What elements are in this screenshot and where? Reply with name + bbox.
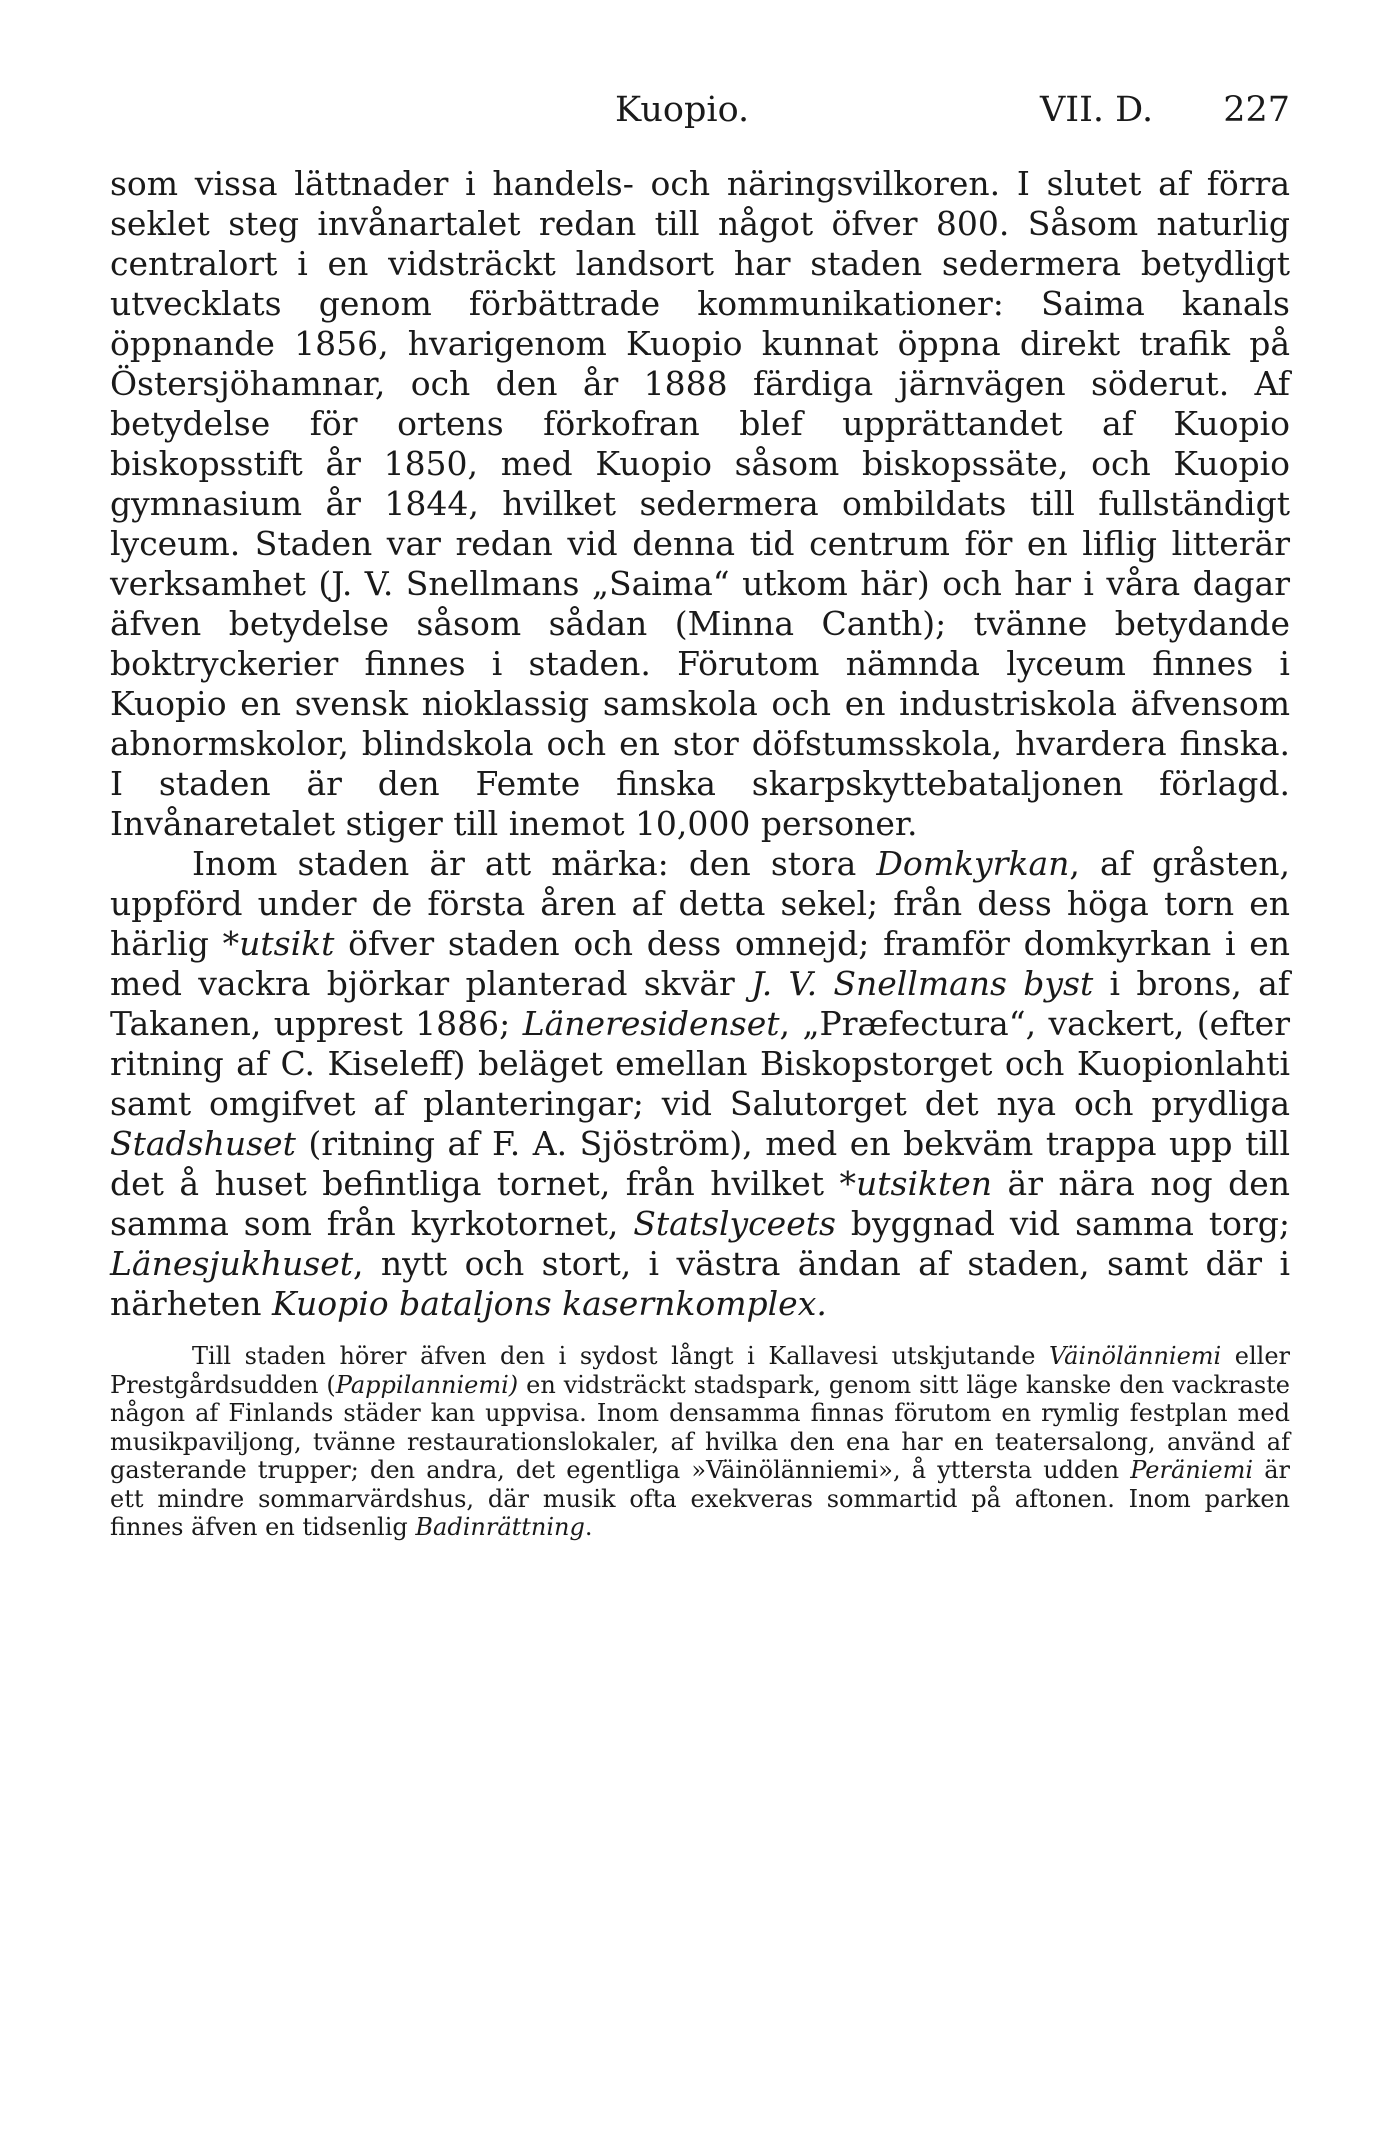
italic-term: Stadshuset	[110, 1124, 296, 1163]
text-run: (ritning af F. A. Sjöström), med en bekväm trappa upp till det å huset befintliga tornet, från hvilket	[110, 1124, 1290, 1203]
italic-term: J. V. Snellmans byst	[751, 964, 1094, 1003]
small-print-note	[110, 1342, 1290, 1542]
paragraph-sights	[110, 844, 1290, 1324]
text-run: i brons, af Takanen, upprest 1886;	[110, 964, 1290, 1043]
header-place: Kuopio.	[615, 90, 750, 130]
text-run: är nära nog den samma som från kyrkotornet,	[110, 1164, 1290, 1243]
text-run: .	[584, 1513, 593, 1541]
running-header	[110, 90, 1290, 150]
text-run: eller Prestgårdsudden (	[110, 1342, 1291, 1399]
italic-term: Pappilanniemi)	[335, 1370, 519, 1399]
italic-term: Länesjukhuset	[110, 1244, 354, 1283]
italic-term: Domkyrkan	[876, 844, 1070, 883]
text-run: är ett mindre sommarvärdshus, där musik ofta exekveras sommartid på aftonen. Inom parken finnes äfven en tidsenlig	[110, 1456, 1290, 1541]
book-page	[110, 90, 1290, 1542]
text-run: , nytt och stort, i västra ändan af staden, samt där i närheten	[110, 1244, 1290, 1323]
text-run: öfver staden och dess omnejd; framför domkyrkan i en med vackra björkar planterad skvär	[110, 924, 1290, 1003]
paragraph-history: som vissa lättnader i handels- och näringsvilkoren. I slutet af förra seklet steg invånartalet redan till något öfver 800. Såsom naturlig centralort i en vidsträckt landsort har staden sedermera betydligt utvecklats genom förbättrade kommunikationer: Saima kanals öppnande 1856, hvarigenom Kuopio kunnat öppna direkt trafik på Östersjöhamnar, och den år 1888 färdiga järnvägen söderut. Af betydelse för ortens förkofran blef upprättandet af Kuopio biskopsstift år 1850, med Kuopio såsom biskopssäte, och Kuopio gymnasium år 1844, hvilket sedermera ombildats till fullständigt lyceum. Staden var redan vid denna tid centrum för en liflig litterär verksamhet (J. V. Snellmans „Saima“ utkom här) och har i våra dagar äfven betydelse såsom sådan (Minna Canth); tvänne betydande boktryckerier finnes i staden. Förutom nämnda lyceum finnes i Kuopio en svensk nioklassig samskola och en industriskola äfvensom abnormskolor, blindskola och en stor döfstumsskola, hvardera finska. I staden är den Femte finska skarpskyttebataljonen förlagd. Invånaretalet stiger till inemot 10,000 personer.	[110, 164, 1290, 843]
italic-term: Väinölänniemi	[1048, 1342, 1222, 1370]
text-run: Inom staden är att märka: den stora	[192, 844, 877, 883]
text-run: , „Præfectura“, vackert, (efter ritning af C. Kiseleff) beläget emellan Biskopstorget och Kuopionlahti samt omgifvet af planteringar; vid Salutorget det nya och prydliga	[110, 1004, 1290, 1123]
text-run: , af gråsten, uppförd under de första åren af detta sekel; från dess höga torn en härlig	[110, 844, 1290, 963]
italic-term: Kuopio bataljons kasernkomplex.	[272, 1284, 827, 1323]
page-number: 227	[1223, 90, 1290, 130]
text-run: byggnad vid samma torg;	[835, 1204, 1290, 1243]
italic-term: Badinrättning	[415, 1513, 585, 1541]
italic-term: *utsikten	[839, 1164, 993, 1203]
italic-term: *utsikt	[222, 924, 335, 963]
italic-term: Statslyceets	[633, 1204, 836, 1243]
text-run: Till staden hörer äfven den i sydost långt i Kallavesi utskjutande	[192, 1342, 1049, 1370]
text-run: en vidsträckt stadspark, genom sitt läge kanske den vackraste någon af Finlands städer kan uppvisa. Inom densamma finnas förutom en rymlig festplan med musikpaviljong, tvänne restaurationslokaler, af hvilka den ena har en teatersalong, använd af gasterande trupper; den andra, det egentliga »Väinölänniemi», å yttersta udden	[110, 1370, 1291, 1484]
header-section: VII. D.	[1040, 90, 1154, 130]
italic-term: Peräniemi	[1130, 1456, 1254, 1484]
italic-term: Läneresidenset	[522, 1004, 780, 1043]
